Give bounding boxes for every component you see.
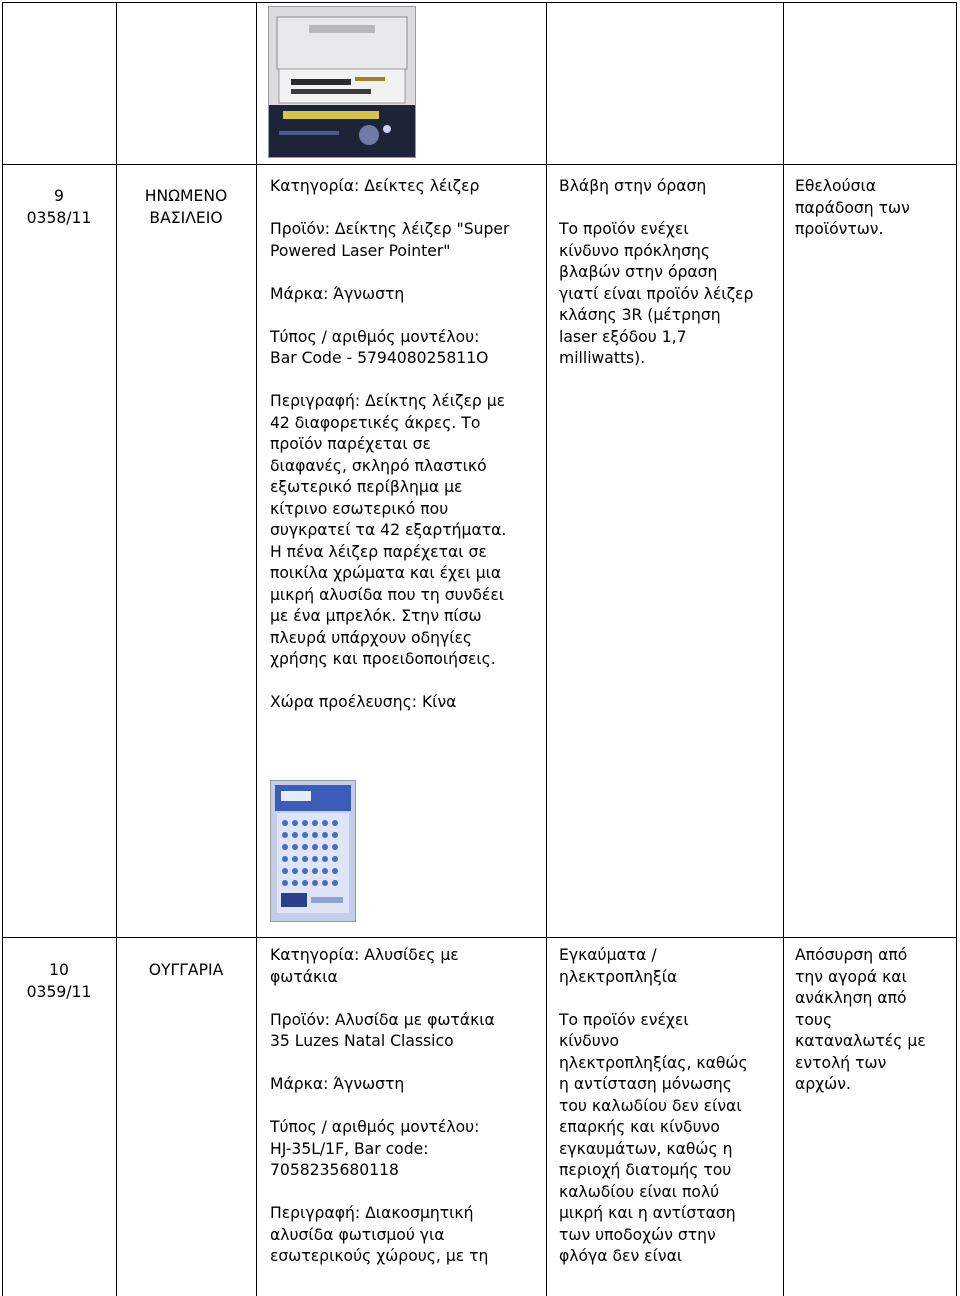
measure-line: την αγορά και xyxy=(795,967,907,986)
product-line: Η πένα λέιζερ παρέχεται σε xyxy=(270,542,487,561)
risk-line: των υποδοχών στην xyxy=(559,1225,716,1244)
risk-line: Το προϊόν ενέχει xyxy=(559,220,689,238)
risk-line: φλόγα δεν είναι xyxy=(559,1247,683,1265)
row-9-number-cell xyxy=(4,186,114,229)
product-line: Μάρκα: Άγνωστη xyxy=(270,1075,405,1093)
product-line: Κατηγορία: Δείκτες λέιζερ xyxy=(270,177,480,195)
blank-line xyxy=(270,198,542,220)
product-line: με ένα μπρελόκ. Στην πίσω xyxy=(270,607,482,625)
column-line-2 xyxy=(256,2,257,1296)
blank-line xyxy=(559,988,781,1010)
row-divider-1 xyxy=(2,164,957,165)
column-line-5 xyxy=(956,2,957,1296)
risk-line: περιοχή διατομής του xyxy=(559,1161,732,1179)
blank-line xyxy=(270,370,542,392)
product-line: εσωτερικούς χώρους, με τη xyxy=(270,1247,489,1265)
column-line-3 xyxy=(546,2,547,1296)
laser-pointer-photo xyxy=(268,6,416,158)
measure-line: προϊόντων. xyxy=(795,220,884,238)
notification-code: 0359/11 xyxy=(26,982,92,1001)
product-line: Προϊόν: Δείκτης λέιζερ "Super xyxy=(270,220,510,238)
measure-line: παράδοση των xyxy=(795,198,910,217)
measure-line: εντολή των xyxy=(795,1053,887,1072)
risk-line: κίνδυνο πρόκλησης xyxy=(559,241,710,260)
column-line-4 xyxy=(783,2,784,1296)
column-line-0 xyxy=(2,2,3,1296)
row-10-risk-cell xyxy=(559,945,781,1268)
product-line: HJ-35L/1F, Bar code: xyxy=(270,1139,429,1158)
blank-line xyxy=(559,198,781,220)
country-name: ΟΥΓΓΑΡΙΑ xyxy=(148,961,224,979)
table-border-top xyxy=(2,2,957,3)
risk-line: κλάσης 3R (μέτρηση xyxy=(559,306,721,324)
risk-line: milliwatts). xyxy=(559,349,646,367)
measure-line: αρχών. xyxy=(795,1075,851,1093)
row-9-measure-cell xyxy=(795,176,953,241)
risk-line: laser εξόδου 1,7 xyxy=(559,327,687,346)
product-line: διαφανές, σκληρό πλαστικό xyxy=(270,456,487,475)
risk-line: του καλωδίου δεν είναι xyxy=(559,1096,742,1115)
risk-line: κίνδυνο xyxy=(559,1032,619,1050)
product-line: χρήσης και προειδοποιήσεις. xyxy=(270,650,496,668)
notification-code: 0358/11 xyxy=(26,208,92,227)
risk-line: η αντίσταση μόνωσης xyxy=(559,1075,732,1093)
measure-line: ανάκληση από xyxy=(795,989,907,1007)
risk-line: Το προϊόν ενέχει xyxy=(559,1010,689,1029)
row-10-product-cell xyxy=(270,945,542,1268)
row-number: 10 xyxy=(49,961,69,979)
product-line: 7058235680118 xyxy=(270,1161,399,1179)
blank-line xyxy=(270,262,542,284)
product-line: Τύπος / αριθμός μοντέλου: xyxy=(270,1118,480,1136)
row-10-measure-cell xyxy=(795,945,953,1096)
product-line: πλευρά υπάρχουν οδηγίες xyxy=(270,628,473,647)
row-9-country-cell xyxy=(120,186,252,229)
measure-line: Απόσυρση από xyxy=(795,946,908,964)
product-line: Powered Laser Pointer" xyxy=(270,241,451,260)
product-line: Προϊόν: Αλυσίδα με φωτάκια xyxy=(270,1010,495,1029)
product-line: κίτρινο εσωτερικό που xyxy=(270,499,449,518)
product-line: φωτάκια xyxy=(270,967,338,986)
risk-line: μικρή και η αντίσταση xyxy=(559,1204,736,1222)
blank-line xyxy=(270,1053,542,1075)
product-line: 35 Luzes Natal Classico xyxy=(270,1032,454,1050)
product-line: 42 διαφορετικές άκρες. Το xyxy=(270,413,481,432)
risk-line: εγκαυμάτων, καθώς η xyxy=(559,1139,733,1158)
measure-line: τους xyxy=(795,1010,833,1029)
blank-line xyxy=(270,305,542,327)
risk-line: βλαβών στην όραση xyxy=(559,263,718,281)
product-line: προϊόν παρέχεται σε xyxy=(270,435,431,453)
row-10-number-cell xyxy=(4,960,114,1003)
blank-line xyxy=(270,988,542,1010)
measure-line: Εθελούσια xyxy=(795,177,877,195)
row-number: 9 xyxy=(54,187,64,205)
product-line: Περιγραφή: Δείκτης λέιζερ με xyxy=(270,392,506,410)
product-line: ποικίλα χρώματα και έχει μια xyxy=(270,564,502,582)
column-line-1 xyxy=(116,2,117,1296)
product-line: Τύπος / αριθμός μοντέλου: xyxy=(270,327,480,346)
risk-line: καλωδίου είναι πολύ xyxy=(559,1182,720,1201)
product-line: συγκρατεί τα 42 εξαρτήματα. xyxy=(270,521,507,539)
row-9-product-cell xyxy=(270,176,542,714)
blank-line xyxy=(270,671,542,693)
product-line: Κατηγορία: Αλυσίδες με xyxy=(270,946,459,964)
product-line: Μάρκα: Άγνωστη xyxy=(270,284,405,303)
product-line: Χώρα προέλευσης: Κίνα xyxy=(270,693,457,711)
product-line: εξωτερικό περίβλημα με xyxy=(270,478,463,496)
risk-line: ηλεκτροπληξίας, καθώς xyxy=(559,1053,748,1072)
product-line: μικρή αλυσίδα που τη συνδέει xyxy=(270,585,505,604)
blank-line xyxy=(270,1096,542,1118)
row-divider-2 xyxy=(2,937,957,938)
risk-line: ηλεκτροπληξία xyxy=(559,967,678,986)
risk-line: Εγκαύματα / xyxy=(559,946,657,964)
risk-line: επαρκής και κίνδυνο xyxy=(559,1118,720,1136)
country-name: ΗΝΩΜΕΝΟ ΒΑΣΙΛΕΙΟ xyxy=(144,187,228,227)
row-10-country-cell xyxy=(120,960,252,982)
risk-line: Βλάβη στην όραση xyxy=(559,177,707,195)
measure-line: καταναλωτές με xyxy=(795,1032,926,1050)
light-chain-photo xyxy=(270,780,356,922)
product-line: Περιγραφή: Διακοσμητική xyxy=(270,1204,474,1222)
product-line: αλυσίδα φωτισμού για xyxy=(270,1225,445,1244)
product-line: Bar Code - 579408025811O xyxy=(270,349,489,367)
risk-line: γιατί είναι προϊόν λέιζερ xyxy=(559,284,754,303)
blank-line xyxy=(270,1182,542,1204)
row-9-risk-cell xyxy=(559,176,781,370)
